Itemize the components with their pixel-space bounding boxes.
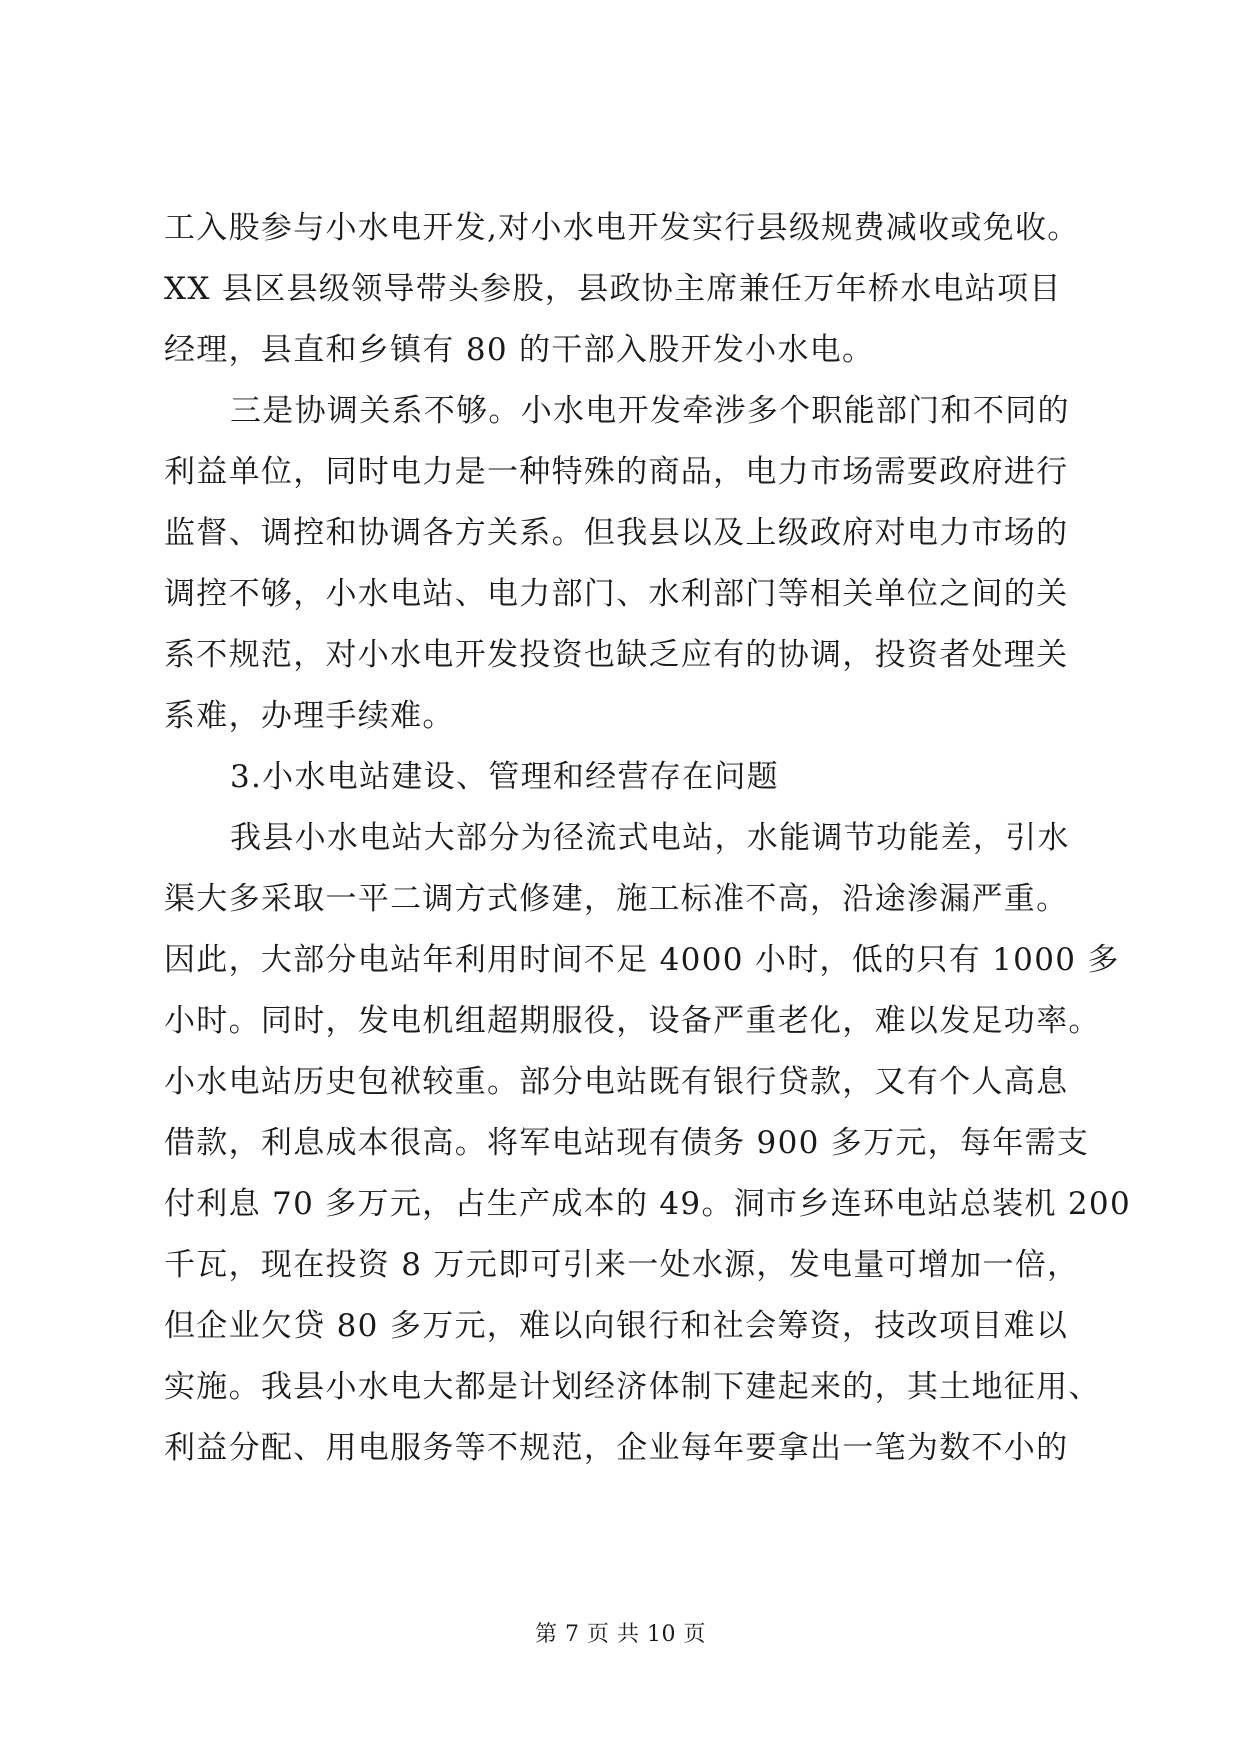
paragraph-start-line: 三是协调关系不够。小水电开发牵涉多个职能部门和不同的 bbox=[230, 393, 1070, 429]
section-heading: 3.小水电站建设、管理和经营存在问题 bbox=[230, 759, 779, 795]
text-line: 因此，大部分电站年利用时间不足 4000 小时，低的只有 1000 多 bbox=[164, 942, 1120, 978]
text-line: 系不规范，对小水电开发投资也缺乏应有的协调，投资者处理关 bbox=[164, 637, 1069, 673]
text-line: 调控不够，小水电站、电力部门、水利部门等相关单位之间的关 bbox=[164, 576, 1069, 612]
text-line: 利益分配、用电服务等不规范，企业每年要拿出一笔为数不小的 bbox=[164, 1430, 1069, 1466]
text-line: 小水电站历史包袱较重。部分电站既有银行贷款，又有个人高息 bbox=[164, 1064, 1069, 1100]
text-line: 实施。我县小水电大都是计划经济体制下建起来的，其土地征用、 bbox=[164, 1369, 1101, 1405]
paragraph-start-line: 我县小水电站大部分为径流式电站，水能调节功能差，引水 bbox=[230, 820, 1070, 856]
text-line: 工入股参与小水电开发,对小水电开发实行县级规费减收或免收。 bbox=[164, 210, 1080, 246]
page-footer: 第 7 页 共 10 页 bbox=[535, 1622, 706, 1647]
text-line: 借款，利息成本很高。将军电站现有债务 900 多万元，每年需支 bbox=[164, 1125, 1090, 1161]
text-line: 千瓦，现在投资 8 万元即可引来一处水源，发电量可增加一倍， bbox=[164, 1247, 1080, 1283]
text-line: 经理，县直和乡镇有 80 的干部入股开发小水电。 bbox=[164, 332, 875, 368]
text-line: 监督、调控和协调各方关系。但我县以及上级政府对电力市场的 bbox=[164, 515, 1069, 551]
text-line: 但企业欠贷 80 多万元，难以向银行和社会筹资，技改项目难以 bbox=[164, 1308, 1069, 1344]
text-line: 付利息 70 多万元，占生产成本的 49。洞市乡连环电站总装机 200 bbox=[164, 1186, 1131, 1222]
text-line: 小时。同时，发电机组超期服役，设备严重老化，难以发足功率。 bbox=[164, 1003, 1101, 1039]
text-line: 系难，办理手续难。 bbox=[164, 698, 455, 734]
text-line: 渠大多采取一平二调方式修建，施工标准不高，沿途渗漏严重。 bbox=[164, 881, 1069, 917]
text-line: 利益单位，同时电力是一种特殊的商品，电力市场需要政府进行 bbox=[164, 454, 1069, 490]
text-line: XX 县区县级领导带头参股，县政协主席兼任万年桥水电站项目 bbox=[164, 271, 1062, 307]
